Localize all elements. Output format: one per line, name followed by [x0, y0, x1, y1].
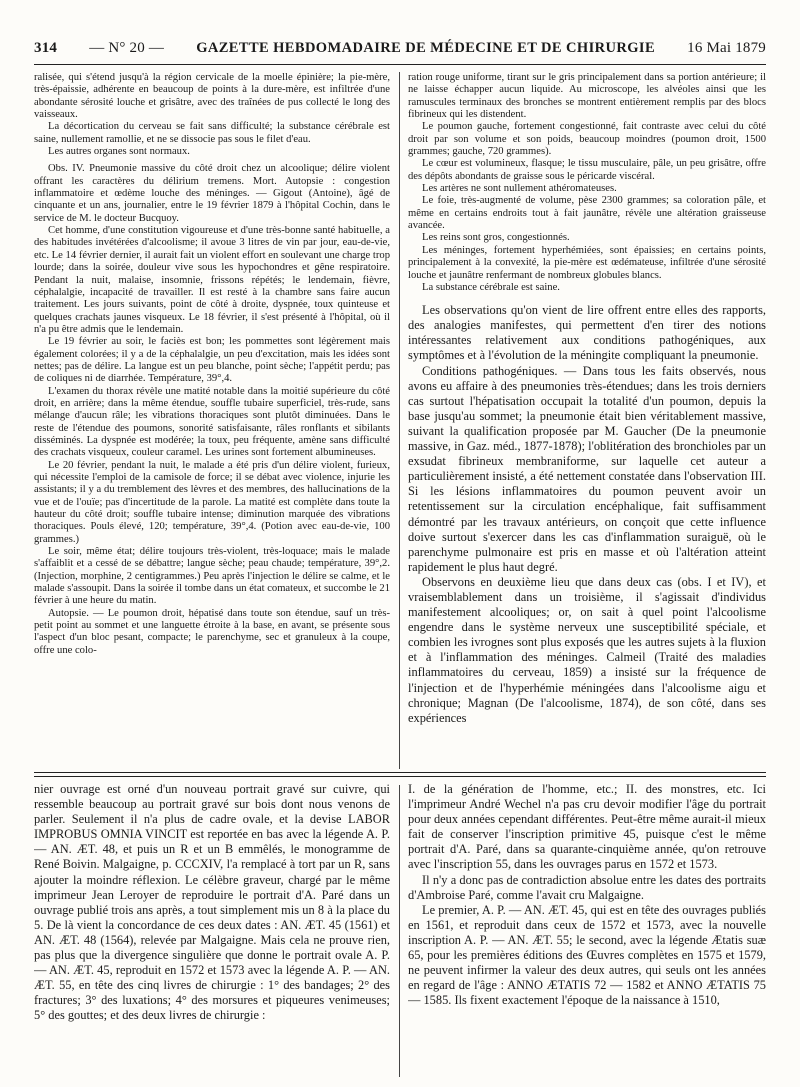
column-divider — [399, 785, 400, 1077]
lower-left-column — [34, 782, 390, 1080]
lower-right-column — [408, 782, 766, 1080]
page-number: 314 — [34, 40, 58, 56]
paragraph: Les méninges, fortement hyperhémiées, sont épaissies; en certains points, principalement à la convexité, la pie-mère est œdémateuse, infiltrée d'une sérosité louche et jaunâtre renfermant de nombreux globules blancs. — [408, 244, 766, 281]
paragraph: Le foie, très-augmenté de volume, pèse 2300 grammes; sa coloration pâle, et même en certains endroits tout à fait jaunâtre, révèle une altération graisseuse avancée. — [408, 195, 766, 232]
observation-heading: Obs. IV. Pneumonie massive du côté droit chez un alcoolique; délire violent offrant les caractères du délirium tremens. Mort. Autopsie : congestion inflammatoire et œdème louche des méninges. — Gigout (Antoine), âgé de cinquante et un ans, journalier, entre le 19 février 1879 à l'hôpital Cochin, dans le service de M. le docteur Bucquoy. — [34, 163, 390, 224]
upper-left-column — [34, 72, 390, 772]
paragraph: La substance cérébrale est saine. — [422, 281, 560, 293]
autopsy-paragraph: Autopsie. — Le poumon droit, hépatisé dans toute son étendue, sauf un très-petit point au sommet et une languette étroite à la base, en avant, se présente sous l'aspect d'un bloc pesant, compacte; le parenchyme, sec et granuleux à la coupe, offre une colo- — [34, 607, 390, 656]
paragraph: Le cœur est volumineux, flasque; le tissu musculaire, pâle, un peu grisâtre, offre des dépôts abondants de graisse sous le péricarde viscéral. — [408, 158, 766, 182]
paragraph: Observons en deuxième lieu que dans deux cas (obs. I et IV), et vraisemblablement dans un troisième, il s'agissait d'individus manifestement alcooliques; or, on sait à quel point l'alcoolisme engendre dans le système nerveux une susceptibilité spéciale, et combien les ivrognes sont plus exposés que les autres sujets à la fluxion et à l'inflammation des méninges. Calmeil (Traité des maladies inflammatoires du cerveau, 1859) a insisté sur la fréquence de l'injection et de l'hyperhémie méningées dans l'alcoolisme aigu et chronique; Magnan (De l'alcoolisme, 1874), de son côté, dans ses expériences — [408, 574, 766, 725]
paragraph: Les observations qu'on vient de lire offrent entre elles des rapports, des analogies manifestes, qui permettent d'en tirer des notions intéressantes relativement aux conditions pathogéniques, aux symptômes et à l'évolution de la méningite compliquant la pneumonie. — [408, 303, 766, 363]
paragraph: I. de la génération de l'homme, etc.; II. des monstres, etc. Ici l'imprimeur André Wechel n'a pas cru devoir modifier l'âge du portrait pour deux années cependant différentes. Peut-être même aurait-il mieux fait de conserver l'inscription primitive 45, puisque c'est le même portrait d'A. Paré, dans sa quarante-cinquième année, qu'on retrouve avec l'inscription 55, dans les ouvrages parus en 1572 et 1573. — [408, 782, 766, 872]
paragraph: L'examen du thorax révèle une matité notable dans la moitié supérieure du côté droit, en arrière; dans la même étendue, souffle tubaire superficiel, très-rude, sans mélange d'aucun râle; les vibrations thoraciques sont plutôt diminuées. Dans le reste de l'étendue des poumons, sonorité satisfaisante, râles ronflants et sibilants disséminés. La dyspnée est modérée; la toux, peu fréquente, amène sans difficulté des crachats visqueux, couleur caramel. Les urines sont fortement albumineuses. — [34, 385, 390, 459]
paragraph: Le soir, même état; délire toujours très-violent, très-loquace; mais le malade s'affaiblit et a cessé de se débattre; langue sèche; peau chaude; température, 39°,2. (Injection, morphine, 2 centigrammes.) Peu après l'injection le délire se calme, et le malade s'assoupit. Dans la soirée il tombe dans un état comateux, et succombe le 21 février à une heure du matin. — [34, 546, 390, 607]
paragraph: ralisée, qui s'étend jusqu'à la région cervicale de la moelle épinière; la pie-mère, très-épaissie, adhérente en beaucoup de points à la dure-mère, est infiltrée d'une abondante sérosité louche et grisâtre, avec des traînées de pus collecté le long des vaisseaux. — [34, 72, 390, 121]
paragraph: Le 19 février au soir, le faciès est bon; les pommettes sont légèrement mais également colorées; il y a de la céphalalgie, un peu d'excitation, mais les idées sont nettes; pas de délire. La langue est un peu blanche, point sèche; l'appétit perdu; pas de coliques ni de diarrhée. Température, 39°,4. — [34, 336, 390, 385]
paragraph: Cet homme, d'une constitution vigoureuse et d'une très-bonne santé habituelle, a des habitudes invétérées d'alcoolisme; il avoue 3 litres de vin par jour, eau-de-vie, etc. Le 14 février dernier, il aurait fait un violent effort en soulevant une charge trop lourde; dans la soirée, douleur vive sous les hypochondres et gêne respiratoire. Pendant la nuit, malaise, insomnie, frissons répétés; le lendemain, fièvre, céphalalgie, incapacité de travailler. Il est resté à la chambre sans faire aucun traitement. Les jours suivants, point de côté à droite, dyspnée, toux quinteuse et quelques crachats jaunes visqueux. Le 18 février, il s'est présenté à l'hôpital, où il n'a pu être admis que le lendemain. — [34, 225, 390, 335]
upper-right-column — [408, 72, 766, 772]
paragraph: Les autres organes sont normaux. — [48, 146, 190, 158]
journal-title: GAZETTE HEBDOMADAIRE DE MÉDECINE ET DE CHIRURGIE — [196, 40, 656, 56]
paragraph: Les reins sont gros, congestionnés. — [422, 232, 570, 244]
paragraph: Le premier, A. P. — AN. ÆT. 45, qui est en tête des ouvrages publiés en 1561, et reproduit dans ceux de 1572 et 1573, avec la nouvelle inscription A. P. — AN. ÆT. 55; le second, avec la légende Ætatis suæ 65, pour les premières éditions des Œuvres complètes en 1575 et 1579, ne peuvent infirmer la valeur des deux autres, qui seuls ont les années en regard de l'âge : ANNO ÆTATIS 72 — 1582 et ANNO ÆTATIS 75 — 1585. Ils fixent exactement l'époque de la naissance à 1510, — [408, 902, 766, 1008]
paragraph: Conditions pathogéniques. — Dans tous les faits observés, nous avons eu affaire à des pneumonies très-étendues; dans les trois derniers cas surtout l'hépatisation occupait la totalité d'un poumon, depuis la base jusqu'au sommet; la pneumonie était bien véritablement massive, suivant la qualification proposée par M. Gaucher (De la pneumonie massive, in Gaz. méd., 1877-1878); l'oblitération des bronchioles par un exsudat fibrineux membraniforme, sur laquelle cet auteur a particulièrement insisté, a été nettement constatée dans l'observation III. Si les lésions inflammatoires du poumon peuvent avoir un retentissement sur la circulation encéphalique, fait suffisamment démontré par les travaux antérieurs, on conçoit que cette influence doive surtout s'exercer dans les cas d'inflammation suraiguë, où le parenchyme pulmonaire est pris en masse et où l'altération atteint rapidement le plus haut degré. — [408, 363, 766, 574]
issue-date: 16 Mai 1879 — [687, 40, 766, 56]
paragraph: nier ouvrage est orné d'un nouveau portrait gravé sur cuivre, qui ressemble beaucoup au portrait gravé sur bois dont nous venons de parler. Seulement il n'a plus de cadre ovale, et la devise LABOR IMPROBUS OMNIA VINCIT est reportée en bas avec la légende A. P. — AN. ÆT. 48, et puis un R et un B emmêlés, le monogramme de René Boivin. Malgaigne, p. CCCXIV, l'a remplacé à tort par un R, sans ajouter la moindre réflexion. Le célèbre graveur, chargé par le même imprimeur Jean Leroyer de reproduire le portrait d'A. Paré dans un ouvrage publié trois ans après, a tout simplement mis un 8 à la place du 5. De là vient la concordance de ces deux dates : AN. ÆT. 45 (1561) et AN. ÆT. 48 (1564), relevée par Malgaigne. Mais cela ne prouve rien, pas plus que la divergence singulière que donne le portrait ovale A. P. — AN. ÆT. 45, reproduit en 1572 et 1573 avec la légende A. P. — AN. ÆT. 55, en tête des cinq livres de chirurgie : 1° des bandages; 2° des fractures; 3° des luxations; 4° des morsures et piqueures venimeuses; 5° des gouttes; et des deux livres de chirurgie : — [34, 782, 390, 1023]
paragraph: Le poumon gauche, fortement congestionné, fait contraste avec celui du côté droit par son volume et son poids, beaucoup moindres (poumon droit, 1500 grammes; gauche, 720 grammes). — [408, 121, 766, 158]
paragraph: ration rouge uniforme, tirant sur le gris principalement dans sa portion antérieure; il ne laisse échapper aucun liquide. Au microscope, les alvéoles ainsi que les ramuscules terminaux des bronches se montrent entièrement remplis par des blocs fibrineux qui les distendent. — [408, 72, 766, 121]
issue-number: — N° 20 — — [89, 40, 165, 56]
paragraph: La décortication du cerveau se fait sans difficulté; la substance cérébrale est saine, nullement ramollie, et ne se dissocie pas sous le filet d'eau. — [34, 121, 390, 145]
paragraph: Il n'y a donc pas de contradiction absolue entre les dates des portraits d'Ambroise Paré, comme l'avait cru Malgaigne. — [408, 872, 766, 902]
section-divider — [34, 772, 766, 777]
running-header — [34, 40, 766, 62]
header-rule — [34, 64, 766, 65]
paragraph: Les artères ne sont nullement athéromateuses. — [422, 183, 617, 195]
column-divider — [399, 72, 400, 769]
paragraph: Le 20 février, pendant la nuit, le malade a été pris d'un délire violent, furieux, qui nécessite l'emploi de la camisole de force; il se débat avec violence, injurie les assistants; il y a du tremblement des lèvres et des membres, des hallucinations de la vue et de l'ouïe; pas d'incertitude de la parole. La matité est complète dans toute la hauteur du côté droit; souffle tubaire intense; diminution marquée des vibrations thoraciques. Pouls élevé, 120; température, 39°,4. (Potion avec eau-de-vie, 100 grammes.) — [34, 459, 390, 545]
